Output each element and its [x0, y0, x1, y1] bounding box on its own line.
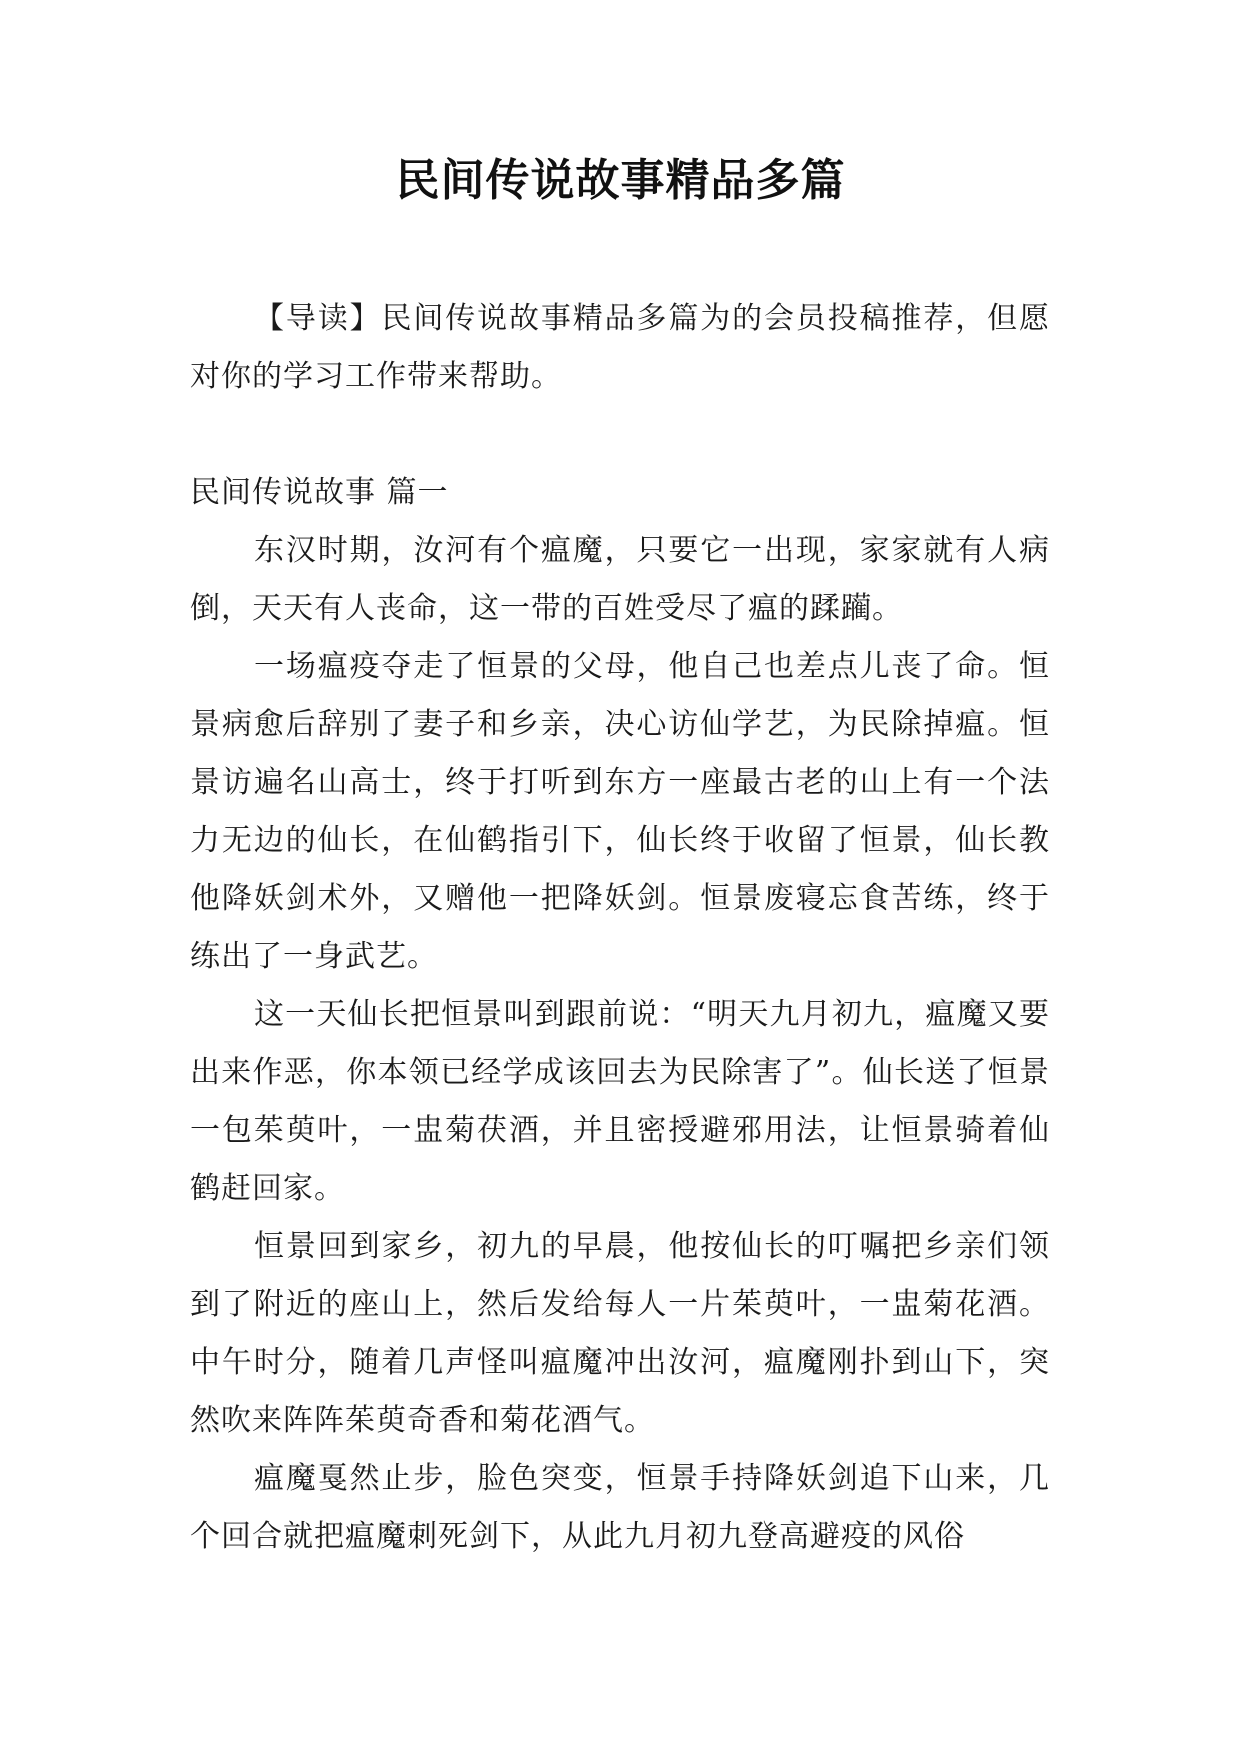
document-body [190, 290, 1050, 1566]
body-paragraph: 这一天仙长把恒景叫到跟前说：“明天九月初九，瘟魔又要出来作恶，你本领已经学成该回去为民除害了”。仙长送了恒景一包茱萸叶，一盅菊茯酒，并且密授避邪用法，让恒景骑着仙鹤赶回家。 [190, 997, 1050, 1206]
section-heading: 民间传说故事 篇一 [190, 475, 449, 510]
intro-paragraph: 【导读】民间传说故事精品多篇为的会员投稿推荐，但愿对你的学习工作带来帮助。 [190, 301, 1050, 394]
body-paragraph: 瘟魔戛然止步，脸色突变，恒景手持降妖剑追下山来，几个回合就把瘟魔刺死剑下，从此九月初九登高避疫的风俗 [190, 1461, 1050, 1554]
document-title: 民间传说故事精品多篇 [395, 155, 846, 206]
body-paragraph: 恒景回到家乡，初九的早晨，他按仙长的叮嘱把乡亲们领到了附近的座山上，然后发给每人一片茱萸叶，一盅菊花酒。中午时分，随着几声怪叫瘟魔冲出汝河，瘟魔刚扑到山下，突然吹来阵阵茱萸奇香和菊花酒气。 [190, 1229, 1050, 1438]
body-paragraph: 一场瘟疫夺走了恒景的父母，他自己也差点儿丧了命。恒景病愈后辞别了妻子和乡亲，决心访仙学艺，为民除掉瘟。恒景访遍名山高士，终于打听到东方一座最古老的山上有一个法力无边的仙长，在仙鹤指引下，仙长终于收留了恒景，仙长教他降妖剑术外，又赠他一把降妖剑。恒景废寝忘食苦练，终于练出了一身武艺。 [190, 649, 1050, 974]
body-paragraph: 东汉时期，汝河有个瘟魔，只要它一出现，家家就有人病倒，天天有人丧命，这一带的百姓受尽了瘟的蹂躏。 [190, 533, 1050, 626]
